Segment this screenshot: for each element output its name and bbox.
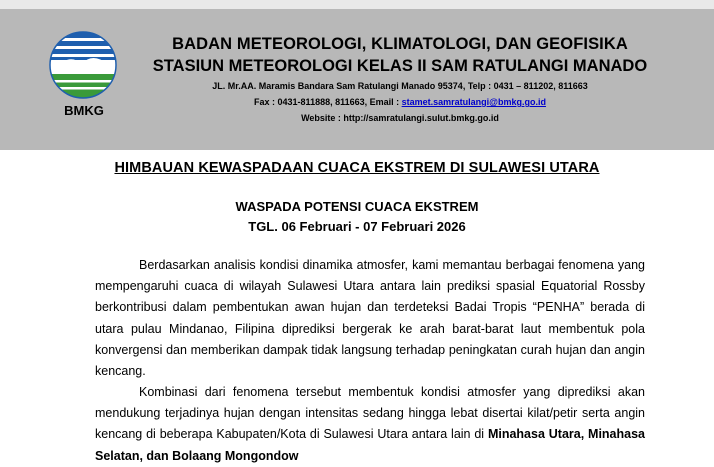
paragraph-1: Berdasarkan analisis kondisi dinamika atmosfer, kami memantau berbagai fenomena yang mempengaruhi cuaca di wilayah Sulawesi Utara antara lain prediksi spasial Equatorial Rossby berkontribusi dalam pembentukan awan hujan dan terdeteksi Badai Tropis “PENHA” berada di utara pulau Mindanao, Filipina diprediksi bergerak ke arah barat-barat laut membentuk pola konvergensi dan memberikan dampak tidak langsung terhadap peningkatan curah hujan dan angin kencang.: [95, 258, 645, 379]
address-line: JL. Mr.AA. Maramis Bandara Sam Ratulangi Manado 95374, Telp : 0431 – 811202, 811663: [212, 81, 588, 91]
bmkg-logo-icon: [48, 30, 118, 100]
top-bar: [0, 0, 714, 9]
website-line: Website : http://samratulangi.sulut.bmkg.go.id: [301, 113, 499, 123]
station-name: STASIUN METEOROLOGI KELAS II SAM RATULANGI MANADO: [152, 57, 648, 75]
paragraph-2-text: Kombinasi dari fenomena tersebut membentuk kondisi atmosfer yang diprediksi akan mendukung terjadinya hujan dengan intensitas sedang hingga lebat disertai kilat/petir serta angin kencang di beberapa Kabupaten/Kota di Sulawesi Utara antara lain di: [95, 385, 645, 442]
paragraph-2: [95, 382, 645, 467]
email-link[interactable]: stamet.samratulangi@bmkg.go.id: [401, 97, 546, 107]
org-name: BADAN METEOROLOGI, KLIMATOLOGI, DAN GEOFISIKA: [172, 35, 628, 53]
document-title: HIMBAUAN KEWASPADAAN CUACA EKSTREM DI SULAWESI UTARA: [114, 160, 600, 176]
document-subtitle: WASPADA POTENSI CUACA EKSTREM: [235, 199, 479, 214]
logo-text: BMKG: [64, 103, 104, 118]
paragraph-2-regions: Minahasa Utara, Minahasa Selatan, dan Bolaang Mongondow: [95, 427, 645, 463]
fax-email-line: [125, 97, 675, 107]
fax-text: Fax : 0431-811888, 811663, Email :: [254, 97, 402, 107]
document-date: TGL. 06 Februari - 07 Februari 2026: [248, 219, 466, 234]
